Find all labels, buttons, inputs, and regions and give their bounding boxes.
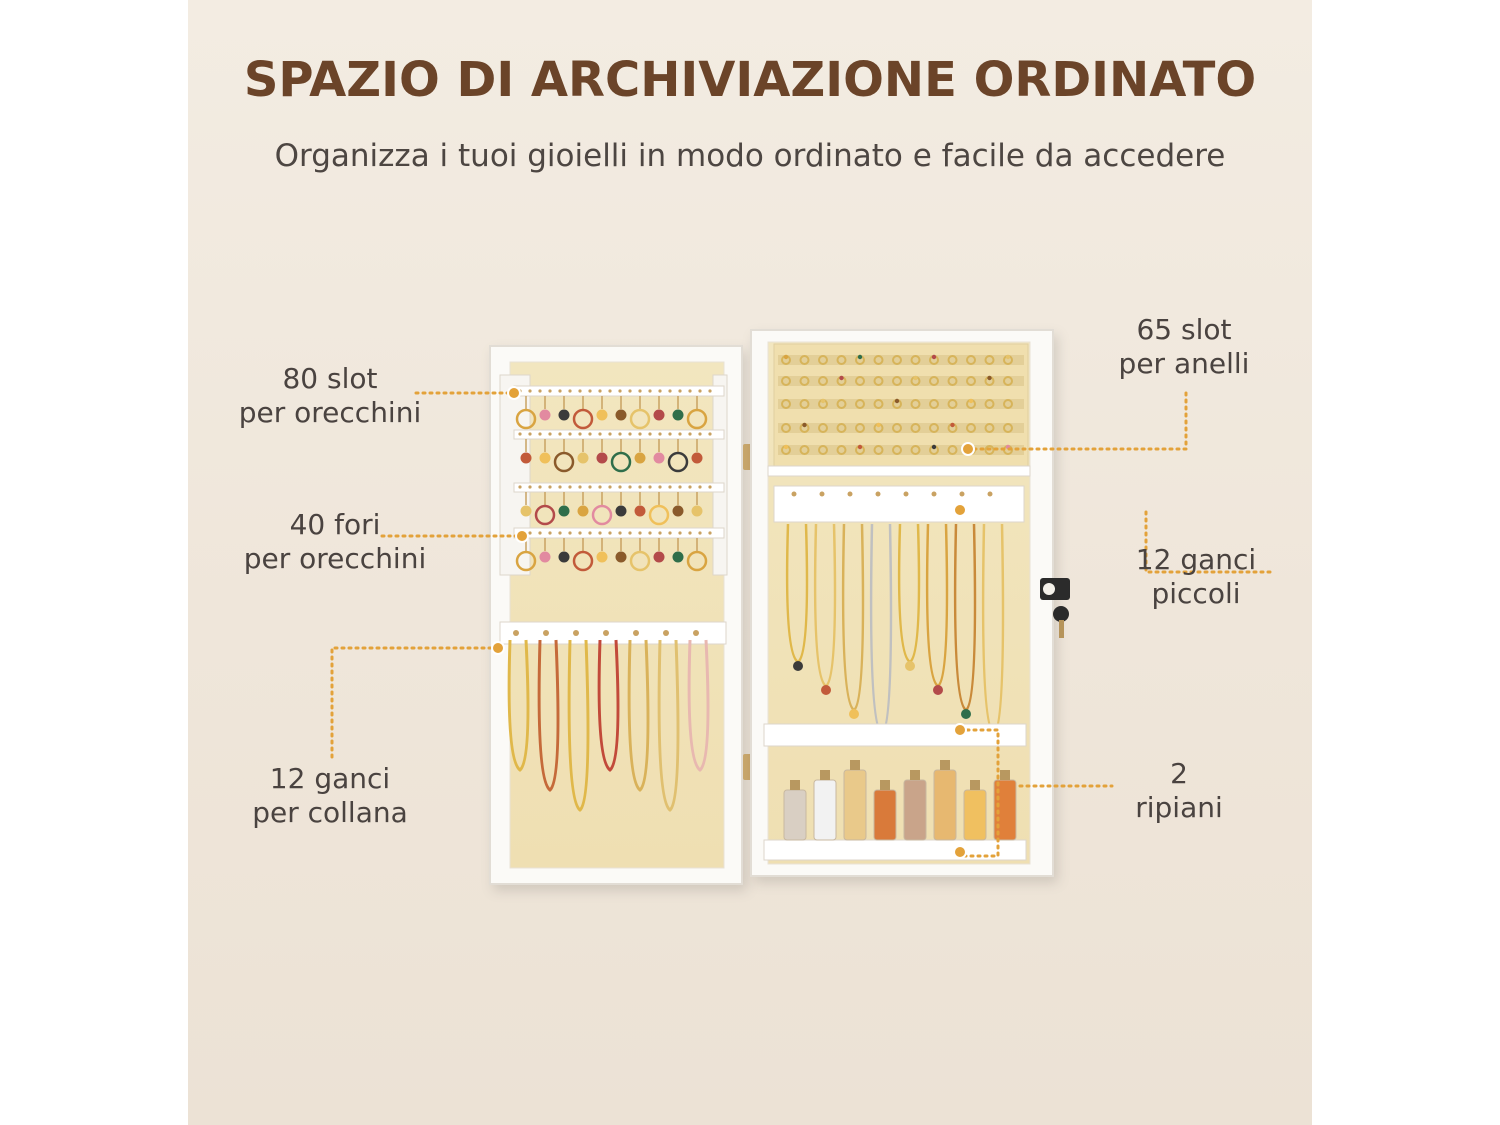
rack-hole [698,485,701,488]
rack-hole [618,389,621,392]
rack-hole [598,531,601,534]
rack-hole [588,389,591,392]
earring [597,410,608,421]
earring [521,506,532,517]
rack-hole [568,432,571,435]
earring [692,506,703,517]
callout-shelves [1064,757,1294,825]
ring-stone [858,355,862,359]
rack-hole [688,432,691,435]
perfume-bottle [904,780,926,840]
hook [633,630,639,636]
bottle-cap [1000,770,1010,780]
rack-hole [708,432,711,435]
rack-hole [588,432,591,435]
callout-line1: 80 slot [282,362,378,395]
hook [820,492,825,497]
callout-line2: ripiani [1135,791,1223,824]
rack-hole [598,432,601,435]
rack-hole [578,432,581,435]
rack-hole [558,432,561,435]
pendant [905,661,915,671]
earring [578,453,589,464]
rack-hole [528,531,531,534]
callout-line2: per orecchini [238,396,422,429]
rack-hole [688,531,691,534]
key-icon [1053,606,1069,638]
earring [654,552,665,563]
page-subtitle: Organizza i tuoi gioielli in modo ordinato e facile da accedere [274,138,1226,174]
earring [616,410,627,421]
ring-stone [821,399,825,403]
rack-hole [518,485,521,488]
rack-hole [538,389,541,392]
callout-line1: 65 slot [1136,313,1232,346]
callout-line1: 12 ganci [1135,543,1257,576]
perfume-bottle [934,770,956,840]
perfume-bottle [784,790,806,840]
earring [616,506,627,517]
rack-hole [548,389,551,392]
callout-earring-slots [210,362,450,430]
rack-hole [698,389,701,392]
rack-hole [538,531,541,534]
hook [960,492,965,497]
rack-hole [578,531,581,534]
rack-hole [648,485,651,488]
rack-hole [548,432,551,435]
hook [876,492,881,497]
earring [559,410,570,421]
pendant [961,709,971,719]
bottle-cap [790,780,800,790]
perfume-bottle [964,790,986,840]
rack-hole [588,531,591,534]
rack-hole [598,389,601,392]
callout-line1: 12 ganci [269,762,391,795]
rack-hole [698,432,701,435]
callout-line2: per orecchini [243,542,427,575]
bottle-cap [820,770,830,780]
page-title: SPAZIO DI ARCHIVIAZIONE ORDINATO [243,52,1257,108]
rack-hole [708,531,711,534]
callout-line2: per anelli [1118,347,1250,380]
rack-hole [668,432,671,435]
pendant [849,709,859,719]
rack-hole [558,389,561,392]
ring-stone [802,423,806,427]
lock-icon [1040,578,1070,600]
perfume-bottle [844,770,866,840]
earring [540,410,551,421]
rack-hole [558,485,561,488]
callout-line2: per collana [252,796,408,829]
earring [692,453,703,464]
rack-hole [648,389,651,392]
hook [848,492,853,497]
hook [543,630,549,636]
rack-hole [538,485,541,488]
callout-necklace-hooks [210,762,450,830]
rack-hole [658,432,661,435]
ring-stone [987,376,991,380]
hook [573,630,579,636]
rack-hole [658,485,661,488]
rack-hole [518,432,521,435]
callout-line2: piccoli [1151,577,1241,610]
ring-stone [784,445,788,449]
earring [597,453,608,464]
earring [673,506,684,517]
ring-stone [932,445,936,449]
rack-hole [618,432,621,435]
rack-hole [678,432,681,435]
rack-hole [628,485,631,488]
callout-ring-slots [1068,313,1300,381]
rack-hole [558,531,561,534]
product-infographic [188,0,1312,1125]
rack-hole [698,531,701,534]
hook [663,630,669,636]
ring-stone [858,445,862,449]
earring [673,552,684,563]
rack-hole [578,485,581,488]
earring [654,453,665,464]
rack-hole [628,531,631,534]
rack-hole [568,389,571,392]
rack-hole [678,485,681,488]
earring [540,552,551,563]
ring-stone [932,355,936,359]
hook [792,492,797,497]
perfume-bottle [874,790,896,840]
pendant [821,685,831,695]
bottle-cap [880,780,890,790]
hook [693,630,699,636]
ring-stone [969,399,973,403]
rack-hole [668,485,671,488]
rack-hole [648,531,651,534]
hook [988,492,993,497]
rack-hole [608,389,611,392]
ring-tray [768,344,1030,476]
bottle-cap [940,760,950,770]
rack-hole [528,485,531,488]
rack-hole [708,485,711,488]
ring-stone [950,423,954,427]
ring-stone [876,423,880,427]
callout-line1: 40 fori [289,508,381,541]
rack-hole [548,485,551,488]
rack-hole [668,531,671,534]
earring [540,453,551,464]
rack-hole [608,485,611,488]
ring-stone [913,376,917,380]
perfume-bottle [814,780,836,840]
hook [932,492,937,497]
hook [603,630,609,636]
earring [597,552,608,563]
rack-hole [538,432,541,435]
rack-hole [678,531,681,534]
rack-hole [618,531,621,534]
rack-hole [648,432,651,435]
rack-hole [588,485,591,488]
bottle-cap [970,780,980,790]
rack-hole [628,389,631,392]
rack-hole [658,531,661,534]
rack-hole [638,432,641,435]
rack-hole [608,531,611,534]
earring [559,506,570,517]
pendant [793,661,803,671]
earring [578,506,589,517]
rack-hole [598,485,601,488]
rack-hole [708,389,711,392]
earring [521,453,532,464]
rack-hole [628,432,631,435]
rack-hole [638,531,641,534]
earring [673,410,684,421]
callout-line1: 2 [1170,757,1188,790]
rack-hole [528,389,531,392]
rack-hole [528,432,531,435]
rack-hole [638,485,641,488]
ring-stone [1006,355,1010,359]
earring [559,552,570,563]
earring [654,410,665,421]
ring-stone [839,376,843,380]
earring [616,552,627,563]
hook [513,630,519,636]
ring-stone [784,355,788,359]
rack-hole [658,389,661,392]
rack-hole [618,485,621,488]
bottle-cap [910,770,920,780]
rack-hole [608,432,611,435]
callout-small-hooks [1080,543,1312,611]
pendant [933,685,943,695]
rack-hole [688,389,691,392]
rack-hole [568,485,571,488]
rack-hole [548,531,551,534]
rack-hole [668,389,671,392]
rack-hole [568,531,571,534]
earring [635,453,646,464]
rack-hole [688,485,691,488]
rack-hole [638,389,641,392]
earring [635,506,646,517]
bottle-cap [850,760,860,770]
rack-hole [578,389,581,392]
hook [904,492,909,497]
callout-earring-holes [210,508,460,576]
ring-stone [895,399,899,403]
rack-hole [678,389,681,392]
